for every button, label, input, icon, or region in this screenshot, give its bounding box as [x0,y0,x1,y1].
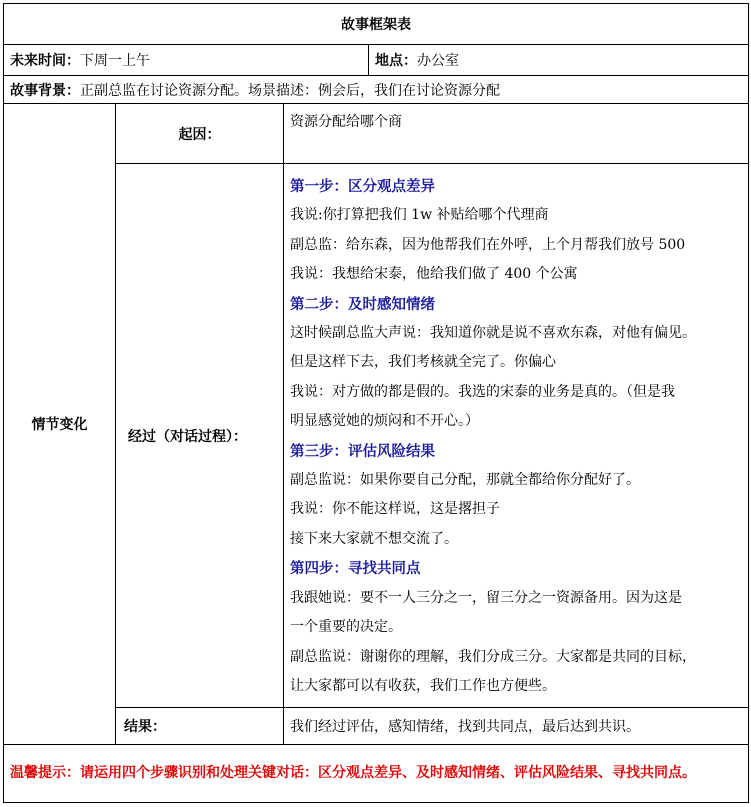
location-cell [369,45,749,76]
tip-text: 温馨提示：请运用四个步骤识别和处理关键对话：区分观点差异、及时感知情绪、评估风险结果、寻找共同点。 [4,745,749,803]
dialogue-line: 我说:你打算把我们 1w 补贴给哪个代理商 [290,207,549,224]
location-value: 办公室 [417,53,459,69]
table-title: 故事框架表 [4,4,749,45]
background-cell [4,76,749,104]
background-value: 正副总监在讨论资源分配。场景描述：例会后，我们在讨论资源分配 [80,82,500,99]
result-label: 结果： [116,708,284,745]
dialogue-line: 我说：你不能这样说，这是撂担子 [290,501,500,518]
time-label: 未来时间： [10,53,80,69]
dialogue-line: 我说：对方做的都是假的。我选的宋泰的业务是真的。（但是我 [290,383,675,400]
result-value: 我们经过评估，感知情绪，找到共同点，最后达到共识。 [284,708,749,745]
dialogue-line: 副总监说：谢谢你的理解，我们分成三分。大家都是共同的目标， [290,648,696,665]
cause-label: 起因： [116,104,284,164]
dialogue-step: 第二步：及时感知情绪 [290,295,435,313]
dialogue-line: 这时候副总监大声说：我知道你就是说不喜欢东森，对他有偏见。 [290,325,696,342]
background-label: 故事背景： [10,82,80,99]
plot-label: 情节变化 [4,104,116,745]
dialogue-line: 让大家都可以有收获，我们工作也方便些。 [290,677,556,694]
time-cell [4,45,369,76]
story-frame-table [3,3,749,803]
process-label: 经过（对话过程）： [116,164,284,708]
dialogue-line: 副总监说：如果你要自己分配，那就全都给你分配好了。 [290,472,640,489]
dialogue-line: 我说：我想给宋泰，他给我们做了 400 个公寓 [290,266,578,283]
dialogue-step: 第一步：区分观点差异 [290,178,435,195]
location-label: 地点： [375,53,417,69]
dialogue-line: 一个重要的决定。 [290,619,402,636]
dialogue-line: 明显感觉她的烦闷和不开心。） [290,413,479,430]
time-value: 下周一上午 [80,53,150,69]
process-content [284,164,749,708]
dialogue-step: 第三步：评估风险结果 [290,442,435,460]
dialogue-line: 我跟她说：要不一人三分之一，留三分之一资源备用。因为这是 [290,589,682,606]
dialogue-line: 接下来大家就不想交流了。 [290,530,458,547]
dialogue-line: 但是这样下去，我们考核就全完了。你偏心 [290,354,556,371]
dialogue-line: 副总监：给东森，因为他帮我们在外呼，上个月帮我们放号 500 [290,236,686,253]
dialogue-step: 第四步：寻找共同点 [290,560,421,578]
cause-value: 资源分配给哪个商 [284,104,749,164]
